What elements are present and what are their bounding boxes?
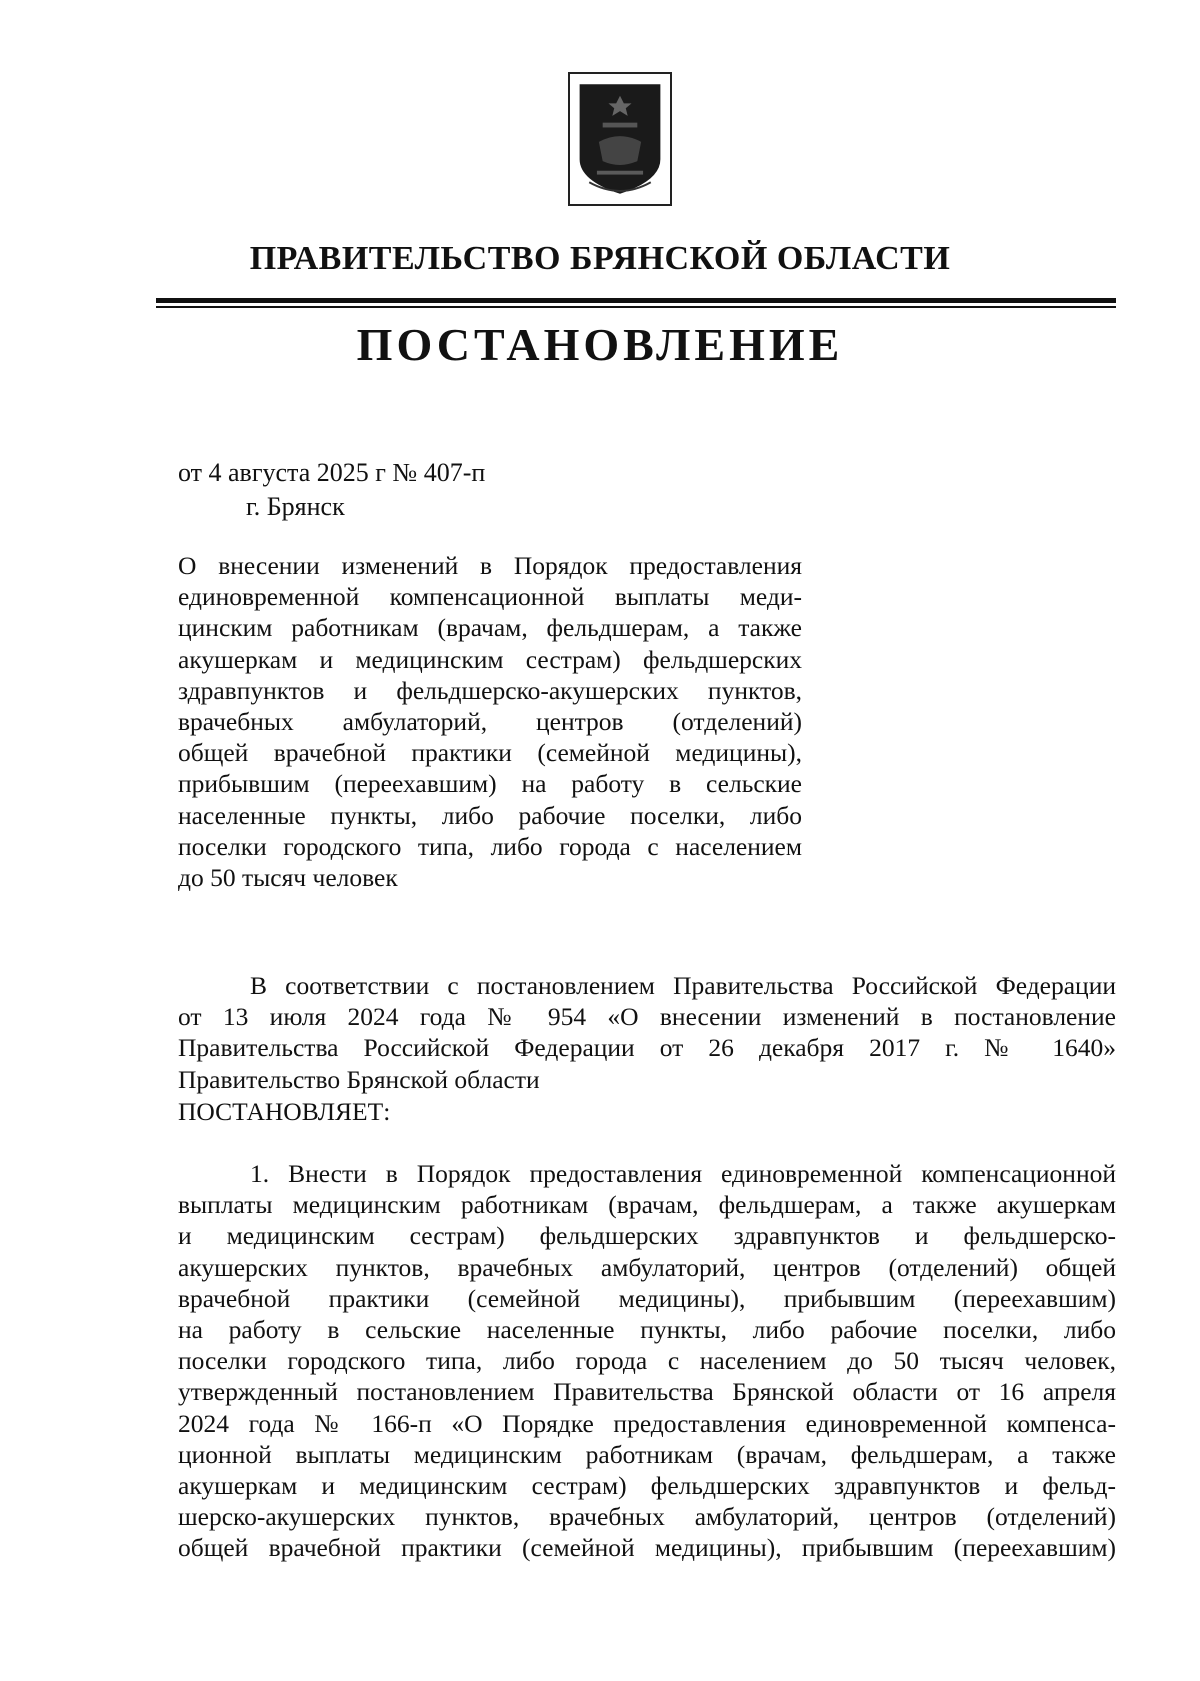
decree-date-number: от 4 августа 2025 г № 407-п bbox=[178, 458, 486, 487]
point-1-line: на работу в сельские населенные пункты, либо рабочие поселки, либо bbox=[178, 1315, 1116, 1345]
subject-line: здравпунктов и фельдшерско-акушерских пунктов, bbox=[178, 675, 802, 705]
point-1-line: выплаты медицинским работникам (врачам, фельдшерам, а также акушеркам bbox=[178, 1190, 1116, 1220]
subject-line: поселки городского типа, либо города с населением bbox=[178, 831, 802, 861]
subject-line: населенные пункты, либо рабочие поселки, либо bbox=[178, 800, 802, 830]
decree-subject bbox=[178, 550, 802, 893]
subject-line: О внесении изменений в Порядок предоставления bbox=[178, 551, 802, 580]
preamble-paragraph bbox=[178, 970, 1116, 1095]
subject-line: общей врачебной практики (семейной медицины), bbox=[178, 738, 802, 768]
point-1-line: 2024 года № 166-п «О Порядке предоставления единовременной компенса- bbox=[178, 1408, 1116, 1438]
subject-line: прибывшим (переехавшим) на работу в сельские bbox=[178, 769, 802, 799]
decision-word: ПОСТАНОВЛЯЕТ: bbox=[178, 1097, 391, 1126]
point-1-line: акушерских пунктов, врачебных амбулаторий, центров (отделений) общей bbox=[178, 1252, 1116, 1282]
coat-of-arms-icon bbox=[568, 72, 672, 206]
point-1-line: врачебной практики (семейной медицины), прибывшим (переехавшим) bbox=[178, 1283, 1116, 1313]
subject-line: единовременной компенсационной выплаты меди- bbox=[178, 582, 802, 612]
government-name: ПРАВИТЕЛЬСТВО БРЯНСКОЙ ОБЛАСТИ bbox=[249, 240, 951, 277]
point-1-line: поселки городского типа, либо города с населением до 50 тысяч человек, bbox=[178, 1346, 1116, 1376]
point-1-line: и медицинским сестрам) фельдшерских здравпунктов и фельдшерско- bbox=[178, 1221, 1116, 1251]
subject-line: до 50 тысяч человек bbox=[178, 863, 398, 893]
point-1-line: ционной выплаты медицинским работникам (врачам, фельдшерам, а также bbox=[178, 1439, 1116, 1469]
preamble-line: В соответствии с постановлением Правительства Российской Федерации bbox=[250, 971, 1116, 1000]
subject-line: врачебных амбулаторий, центров (отделений) bbox=[178, 707, 802, 737]
preamble-line: от 13 июля 2024 года № 954 «О внесении изменений в постановление bbox=[178, 1002, 1116, 1032]
document-type-title: ПОСТАНОВЛЕНИЕ bbox=[356, 319, 844, 370]
header-divider-thin bbox=[156, 306, 1116, 308]
point-1-line: общей врачебной практики (семейной медицины), прибывшим (переехавшим) bbox=[178, 1533, 1116, 1563]
header-divider-thick bbox=[156, 298, 1116, 303]
subject-line: цинским работникам (врачам, фельдшерам, а также bbox=[178, 613, 802, 643]
decree-city: г. Брянск bbox=[246, 492, 345, 521]
point-1-paragraph bbox=[178, 1158, 1116, 1564]
preamble-line: Правительство Брянской области bbox=[178, 1064, 540, 1094]
point-1-line: 1. Внести в Порядок предоставления единовременной компенсационной bbox=[250, 1159, 1116, 1188]
preamble-line: Правительства Российской Федерации от 26 декабря 2017 г. № 1640» bbox=[178, 1033, 1116, 1063]
point-1-line: шерско-акушерских пунктов, врачебных амбулаторий, центров (отделений) bbox=[178, 1502, 1116, 1532]
subject-line: акушеркам и медицинским сестрам) фельдшерских bbox=[178, 644, 802, 674]
point-1-line: акушеркам и медицинским сестрам) фельдшерских здравпунктов и фельд- bbox=[178, 1471, 1116, 1501]
point-1-line: утвержденный постановлением Правительства Брянской области от 16 апреля bbox=[178, 1377, 1116, 1407]
